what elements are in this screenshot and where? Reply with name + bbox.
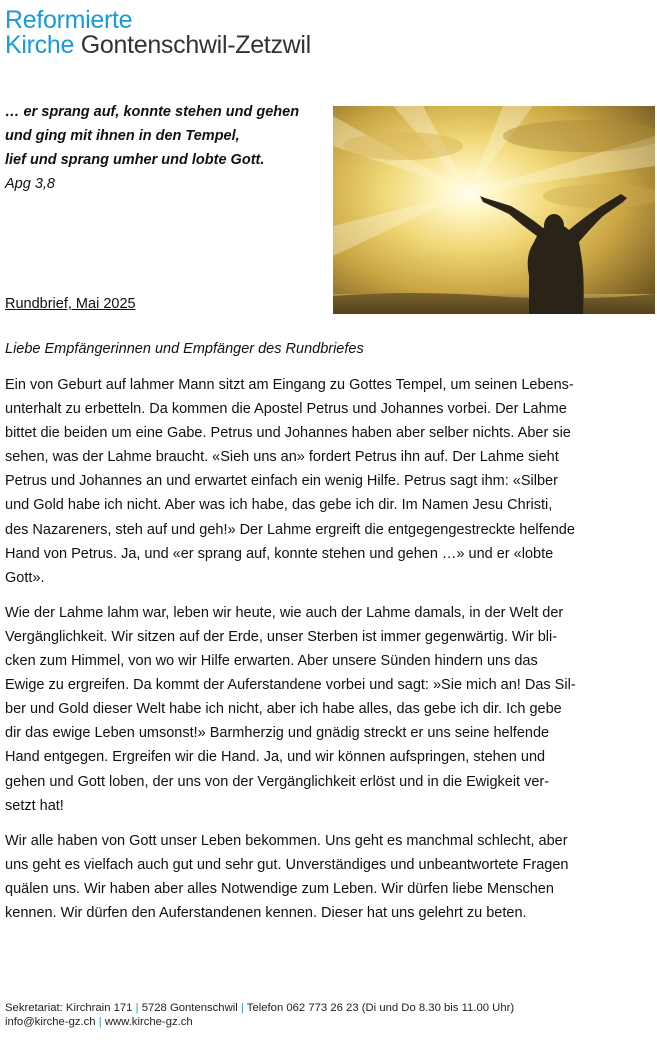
text-line: setzt hat!: [5, 797, 64, 814]
quote-line: lief und sprang umher und lobte Gott.: [5, 152, 265, 168]
footer-phone: Telefon 062 773 26 23 (Di und Do 8.30 bis 11.00 Uhr): [246, 1002, 515, 1014]
text-line: sehen, was der Lahme braucht. «Sieh uns an» fordert Petrus ihn auf. Der Lahme sieht: [5, 449, 559, 466]
footer-separator: |: [135, 1002, 139, 1014]
text-line: gehen und Gott loben, der uns von der Vergänglichkeit erlöst und in die Ewigkeit ver-: [5, 773, 550, 790]
paragraph: [5, 601, 630, 818]
paragraph: [5, 373, 630, 590]
text-line: quälen uns. Wir haben aber alles Notwendige zum Leben. Wir dürfen liebe Menschen: [5, 880, 554, 897]
quote-line: … er sprang auf, konnte stehen und gehen: [5, 104, 300, 120]
text-line: Wie der Lahme lahm war, leben wir heute, wie auch der Lahme damals, in der Welt der: [5, 604, 564, 621]
quote-line: und ging mit ihnen in den Tempel,: [5, 128, 240, 144]
newsletter-date: Rundbrief, Mai 2025: [5, 296, 136, 312]
text-line: Ein von Geburt auf lahmer Mann sitzt am Eingang zu Gottes Tempel, um seinen Lebens-: [5, 377, 574, 393]
text-line: Vergänglichkeit. Wir sitzen auf der Erde, unser Sterben ist immer gegenwärtig. Wir bli-: [5, 628, 558, 645]
text-line: ber und Gold dieser Welt habe ich nicht, aber ich habe alles, das gebe ich dir. Ich gebe: [5, 701, 562, 718]
text-line: Hand von Petrus. Ja, und «er sprang auf, konnte stehen und gehen …» und er «lobte: [5, 545, 554, 562]
church-logo: [5, 8, 311, 58]
text-line: Ewige zu ergreifen. Da kommt der Auferstandene vorbei und sagt: »Sie mich an! Das Sil-: [5, 677, 576, 694]
text-line: des Nazareners, steh auf und geh!» Der Lahme ergreift die entgegengestreckte helfende: [5, 521, 575, 538]
greeting: Liebe Empfängerinnen und Empfänger des Rundbriefes: [5, 341, 364, 357]
text-line: unterhalt zu erbetteln. Da kommen die Apostel Petrus und Johannes vorbei. Der Lahme: [5, 401, 567, 418]
hero-image: [333, 106, 655, 314]
letter-body: [5, 373, 630, 936]
quote-reference: Apg 3,8: [5, 176, 55, 192]
person-arms-raised-sunlight-icon: [333, 106, 655, 314]
logo-parish-name: Gontenschwil-Zetzwil: [80, 31, 311, 59]
footer-separator: |: [240, 1002, 244, 1014]
bible-quote: [5, 100, 325, 196]
text-line: und Gold habe ich nicht. Aber was ich habe, das gebe ich dir. Im Namen Jesu Christi,: [5, 497, 553, 514]
footer-separator: |: [98, 1016, 102, 1028]
text-line: Hand entgegen. Ergreifen wir die Hand. Ja, und wir können aufspringen, stehen und: [5, 749, 546, 766]
footer-email-link[interactable]: info@kirche-gz.ch: [5, 1016, 96, 1028]
footer-row-2: [5, 1015, 514, 1029]
text-line: kennen. Wir dürfen den Auferstandenen kennen. Dieser hat uns gelehrt zu beten.: [5, 904, 527, 921]
footer-address: Sekretariat: Kirchrain 171: [5, 1002, 133, 1014]
text-line: Wir alle haben von Gott unser Leben bekommen. Uns geht es manchmal schlecht, aber: [5, 832, 568, 849]
footer-city: 5728 Gontenschwil: [141, 1002, 238, 1014]
text-line: Petrus und Johannes an und erwartet einfach ein wenig Hilfe. Petrus sagt ihm: «Silber: [5, 473, 558, 490]
paragraph: [5, 829, 630, 925]
footer-website-link[interactable]: www.kirche-gz.ch: [104, 1016, 193, 1028]
footer-row-1: [5, 1001, 514, 1015]
text-line: Gott».: [5, 569, 45, 586]
text-line: bittet die beiden um eine Gabe. Petrus und Johannes haben aber selber nichts. Aber sie: [5, 425, 571, 442]
text-line: dir das ewige Leben umsonst!» Barmherzig und gnädig streckt er uns seine helfende: [5, 725, 550, 742]
footer: [5, 1001, 514, 1029]
logo-line-1: Reformierte: [5, 6, 133, 34]
text-line: uns geht es vielfach auch gut und sehr gut. Unverständiges und unbeantwortete Fragen: [5, 856, 569, 873]
text-line: cken zum Himmel, von wo wir Hilfe erwarten. Aber unsere Sünden hindern uns das: [5, 653, 538, 670]
logo-word-kirche: Kirche: [5, 31, 75, 59]
